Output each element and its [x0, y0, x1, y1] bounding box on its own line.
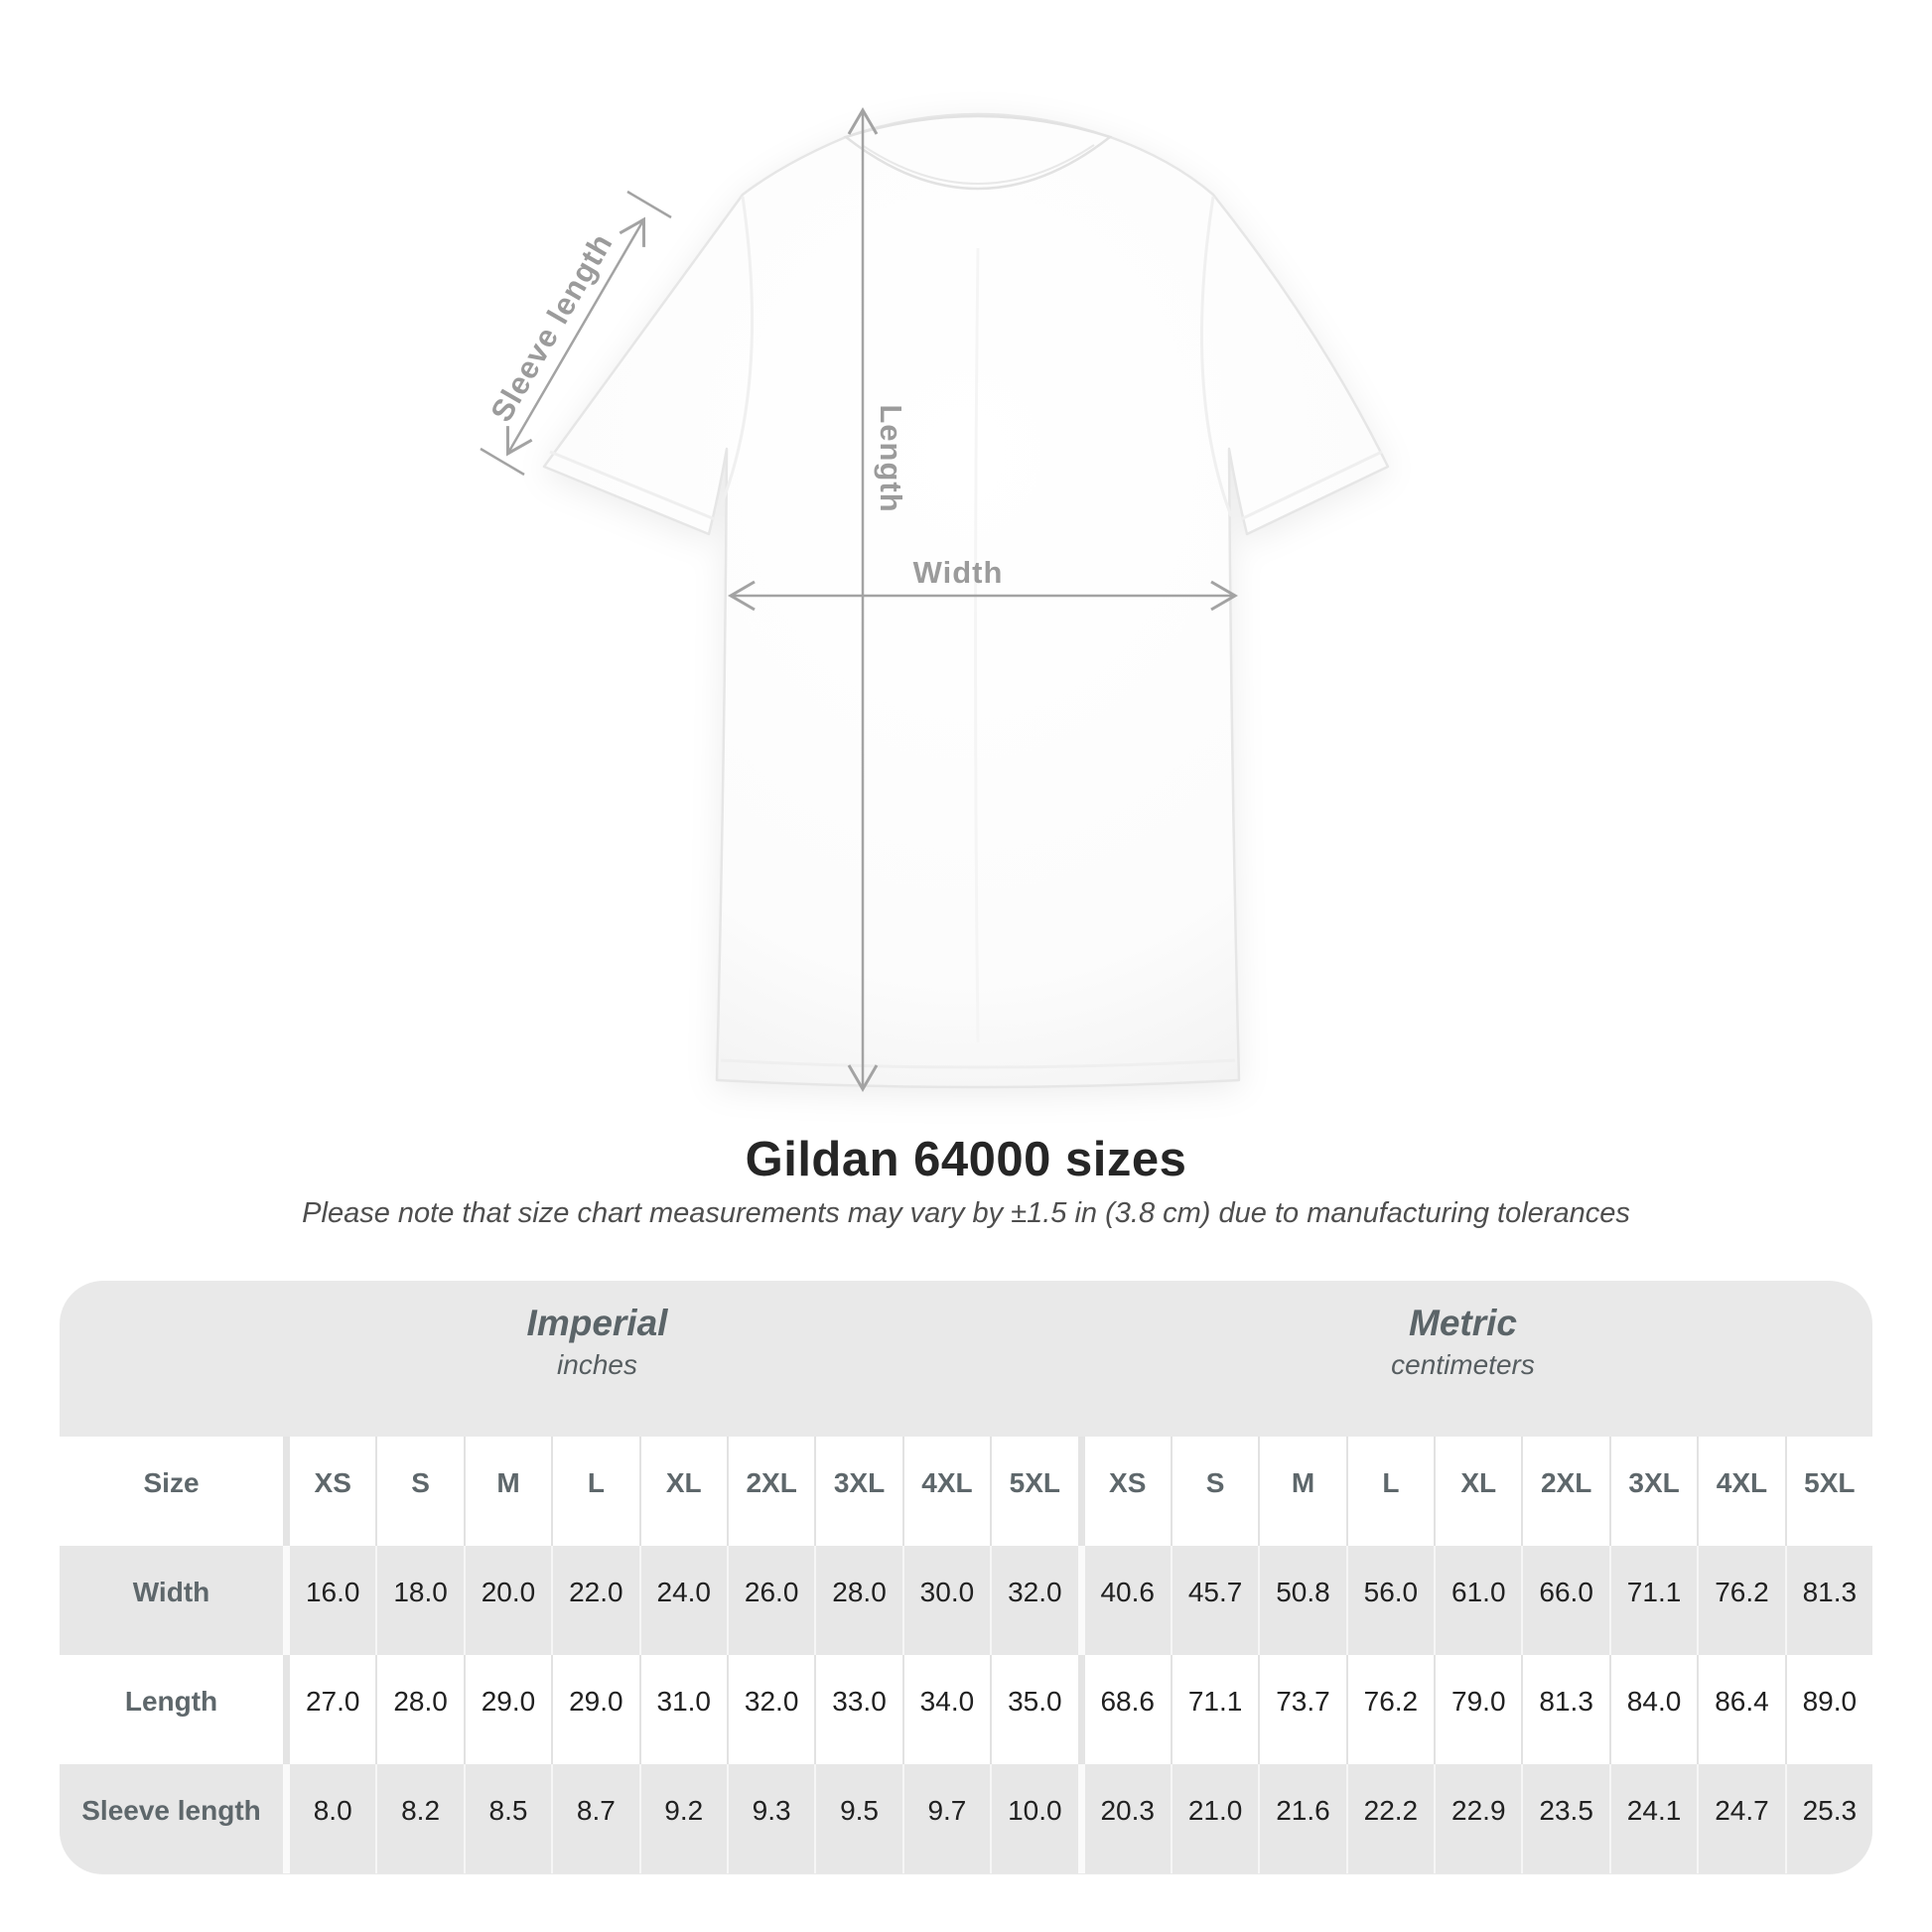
value-cell: 32.0 [727, 1655, 814, 1764]
value-cell: 8.5 [464, 1764, 551, 1873]
row-label: Width [132, 1577, 210, 1607]
metric-header [1073, 1301, 1872, 1384]
value-cell: 20.0 [464, 1546, 551, 1655]
imperial-label: Imperial [526, 1303, 668, 1343]
size-header-cell: M [1258, 1437, 1345, 1546]
row-label: Sleeve length [81, 1795, 261, 1826]
size-table [60, 1281, 1872, 1874]
size-header-cell: XL [1434, 1437, 1521, 1546]
value-cell: 28.0 [814, 1546, 901, 1655]
value-cell: 26.0 [727, 1546, 814, 1655]
value-cell: 18.0 [375, 1546, 463, 1655]
size-header-cell: 4XL [1697, 1437, 1784, 1546]
value-cell: 35.0 [990, 1655, 1077, 1764]
tolerance-note: Please note that size chart measurements may vary by ±1.5 in (3.8 cm) due to manufacturing tolerances [302, 1197, 1630, 1229]
size-header-cell: 3XL [1609, 1437, 1697, 1546]
value-cell: 24.7 [1697, 1764, 1784, 1873]
value-cell: 89.0 [1785, 1655, 1872, 1764]
value-cell: 45.7 [1171, 1546, 1258, 1655]
value-cell: 71.1 [1171, 1655, 1258, 1764]
size-header-cell: XS [283, 1437, 375, 1546]
value-cell: 29.0 [464, 1655, 551, 1764]
size-header-cell: 5XL [990, 1437, 1077, 1546]
value-cell: 33.0 [814, 1655, 901, 1764]
size-header-cell: 2XL [727, 1437, 814, 1546]
value-cell: 32.0 [990, 1546, 1077, 1655]
value-cell: 22.9 [1434, 1764, 1521, 1873]
value-cell: 9.3 [727, 1764, 814, 1873]
value-cell: 25.3 [1785, 1764, 1872, 1873]
size-table-rows [60, 1437, 1872, 1873]
value-cell: 9.5 [814, 1764, 901, 1873]
value-cell: 61.0 [1434, 1546, 1521, 1655]
sleeve-length-label: Sleeve length [483, 226, 620, 428]
value-cell: 76.2 [1697, 1546, 1784, 1655]
value-cell: 24.1 [1609, 1764, 1697, 1873]
value-cell: 8.7 [551, 1764, 638, 1873]
metric-unit: centimeters [1391, 1349, 1535, 1380]
size-header-cell: 3XL [814, 1437, 901, 1546]
page-title: Gildan 64000 sizes [745, 1133, 1187, 1186]
value-cell: 76.2 [1346, 1655, 1434, 1764]
size-header-cell: S [1171, 1437, 1258, 1546]
value-cell: 8.2 [375, 1764, 463, 1873]
value-cell: 8.0 [283, 1764, 375, 1873]
value-cell: 81.3 [1521, 1655, 1608, 1764]
size-header-cell: S [375, 1437, 463, 1546]
value-cell: 16.0 [283, 1546, 375, 1655]
value-cell: 21.0 [1171, 1764, 1258, 1873]
value-cell: 40.6 [1078, 1546, 1171, 1655]
value-cell: 50.8 [1258, 1546, 1345, 1655]
value-cell: 9.7 [902, 1764, 990, 1873]
value-cell: 56.0 [1346, 1546, 1434, 1655]
value-cell: 84.0 [1609, 1655, 1697, 1764]
value-cell: 68.6 [1078, 1655, 1171, 1764]
value-cell: 73.7 [1258, 1655, 1345, 1764]
value-cell: 79.0 [1434, 1655, 1521, 1764]
size-header-cell: L [1346, 1437, 1434, 1546]
size-header-cell: 4XL [902, 1437, 990, 1546]
size-header-cell: 2XL [1521, 1437, 1608, 1546]
value-cell: 81.3 [1785, 1546, 1872, 1655]
size-column-header: Size [143, 1467, 200, 1498]
value-cell: 27.0 [283, 1655, 375, 1764]
value-cell: 31.0 [639, 1655, 727, 1764]
value-cell: 9.2 [639, 1764, 727, 1873]
tshirt-graphic [544, 114, 1388, 1087]
value-cell: 86.4 [1697, 1655, 1784, 1764]
size-header-cell: XL [639, 1437, 727, 1546]
value-cell: 28.0 [375, 1655, 463, 1764]
size-header-cell: 5XL [1785, 1437, 1872, 1546]
value-cell: 34.0 [902, 1655, 990, 1764]
value-cell: 22.0 [551, 1546, 638, 1655]
imperial-header [60, 1301, 1073, 1384]
table-row [60, 1546, 1872, 1655]
row-label: Length [124, 1686, 218, 1717]
value-cell: 66.0 [1521, 1546, 1608, 1655]
value-cell: 22.2 [1346, 1764, 1434, 1873]
value-cell: 71.1 [1609, 1546, 1697, 1655]
size-header-row [60, 1437, 1872, 1546]
value-cell: 24.0 [639, 1546, 727, 1655]
length-label: Length [874, 404, 908, 513]
imperial-unit: inches [557, 1349, 637, 1380]
size-header-cell: L [551, 1437, 638, 1546]
value-cell: 10.0 [990, 1764, 1077, 1873]
value-cell: 29.0 [551, 1655, 638, 1764]
value-cell: 21.6 [1258, 1764, 1345, 1873]
size-header-cell: M [464, 1437, 551, 1546]
table-row [60, 1764, 1872, 1873]
value-cell: 30.0 [902, 1546, 990, 1655]
value-cell: 23.5 [1521, 1764, 1608, 1873]
width-label: Width [912, 555, 1004, 590]
metric-label: Metric [1409, 1303, 1517, 1343]
table-row [60, 1655, 1872, 1764]
value-cell: 20.3 [1078, 1764, 1171, 1873]
size-header-cell: XS [1078, 1437, 1171, 1546]
